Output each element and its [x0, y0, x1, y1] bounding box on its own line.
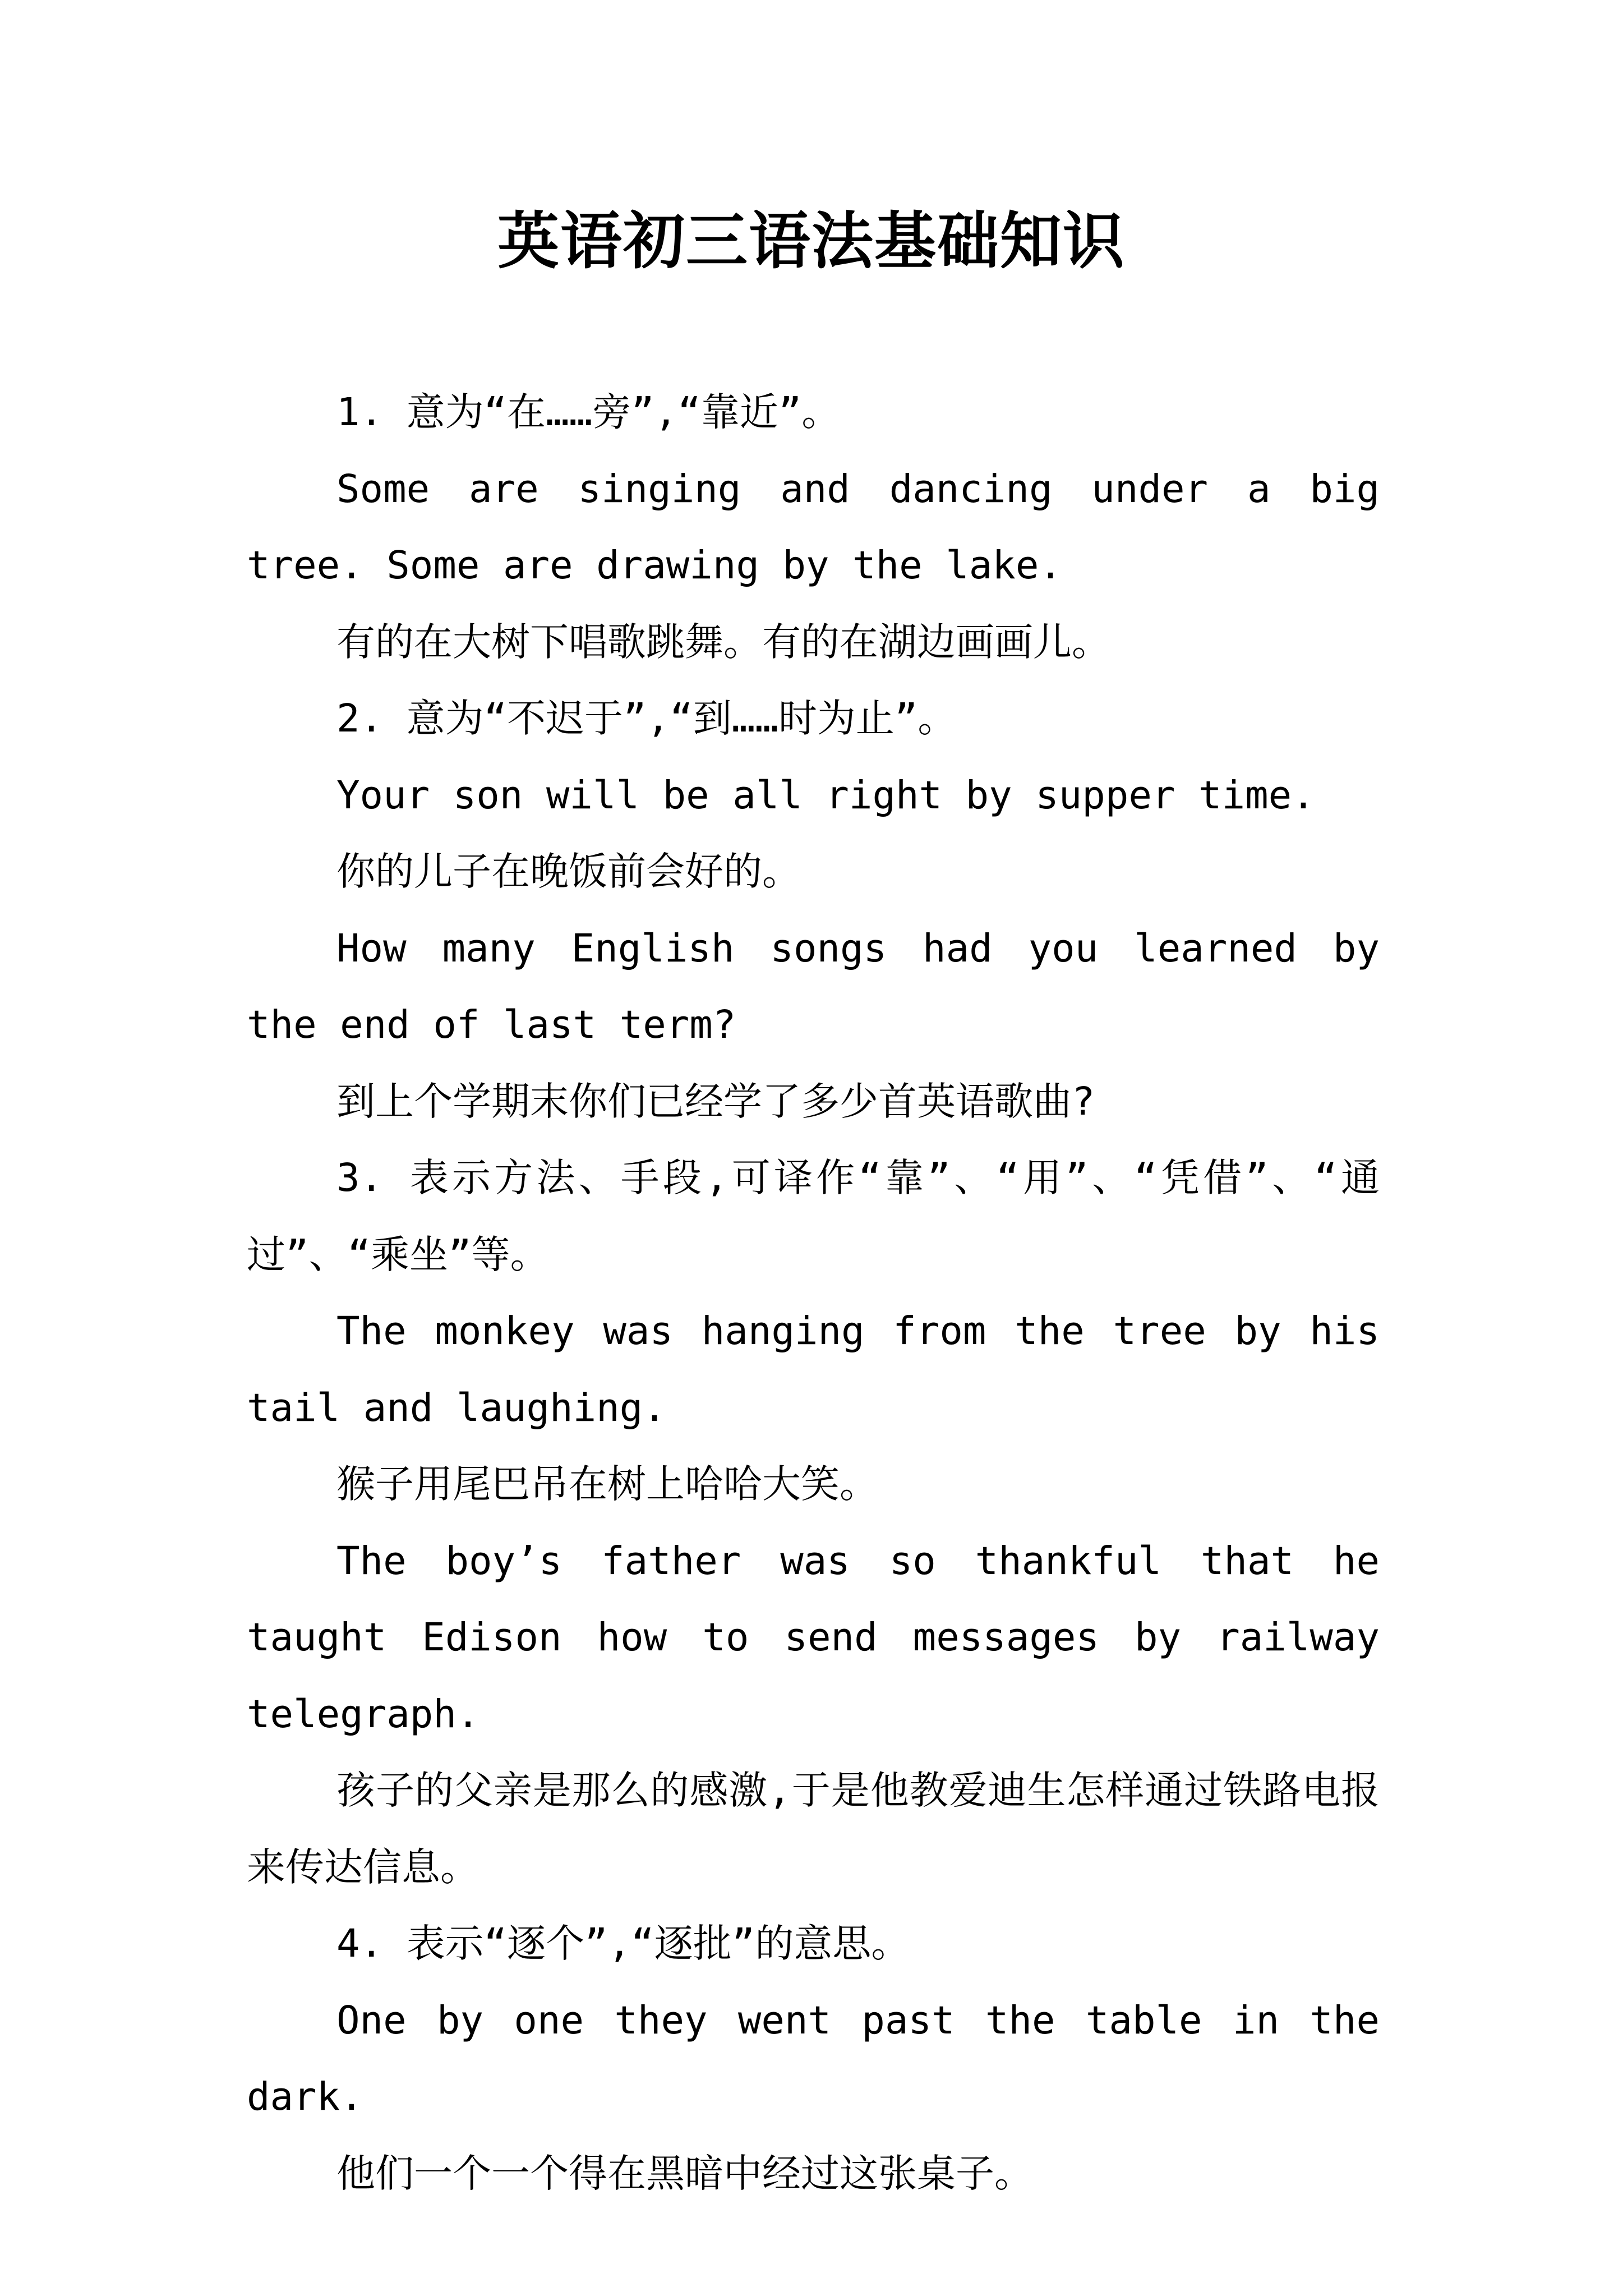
example-translation-zh: 孩子的父亲是那么的感激,于是他教爱迪生怎样通过铁路电报来传达信息。 [247, 1768, 1380, 1890]
document-body [247, 374, 1380, 2212]
document-title: 英语初三语法基础知识 [497, 205, 1126, 277]
example-sentence-en: The boy’s father was so thankful that he taught Edison how to send messages by railway telegraph. [247, 1538, 1380, 1737]
example-translation-zh: 猴子用尾巴吊在树上哈哈大笑。 [336, 1462, 878, 1507]
section-heading-4: 4. 表示“逐个”,“逐批”的意思。 [336, 1921, 910, 1966]
example-sentence-en: One by one they went past the table in the dark. [247, 1998, 1380, 2119]
example-sentence-en: How many English songs had you learned by the end of last term? [247, 926, 1380, 1047]
example-translation-zh: 你的儿子在晚饭前会好的。 [336, 849, 801, 894]
example-sentence-en: Your son will be all right by supper time. [336, 772, 1315, 818]
example-translation-zh: 到上个学期末你们已经学了多少首英语歌曲? [336, 1079, 1095, 1124]
example-sentence-en: The monkey was hanging from the tree by his tail and laughing. [247, 1309, 1380, 1430]
section-heading-1: 1. 意为“在……旁”,“靠近”。 [336, 390, 841, 435]
example-translation-zh: 他们一个一个得在黑暗中经过这张桌子。 [336, 2151, 1033, 2196]
section-heading-3: 3. 表示方法、手段,可译作“靠”、“用”、“凭借”、“通过”、“乘坐”等。 [247, 1156, 1380, 1277]
section-heading-2: 2. 意为“不迟于”,“到……时为止”。 [336, 696, 957, 741]
example-translation-zh: 有的在大树下唱歌跳舞。有的在湖边画画儿。 [336, 619, 1110, 665]
example-sentence-en: Some are singing and dancing under a big tree. Some are drawing by the lake. [247, 466, 1380, 588]
